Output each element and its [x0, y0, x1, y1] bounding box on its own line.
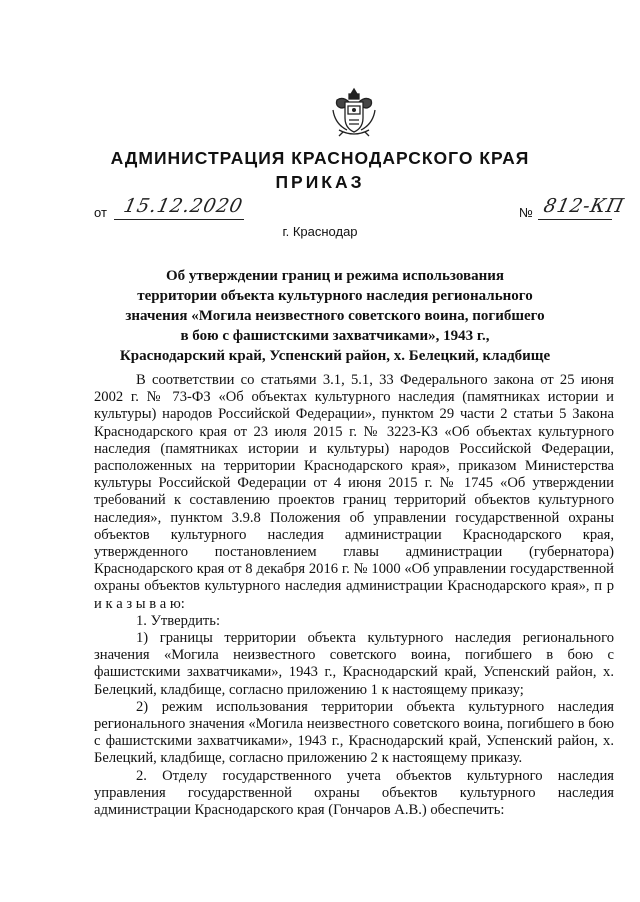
title-line: Об утверждении границ и режима использования	[166, 268, 504, 284]
clause-paragraph: 1. Утвердить:	[136, 612, 221, 629]
preamble-paragraph: В соответствии со статьями 3.1, 5.1, 33 Федерального закона от 25 июня 2002 г. № 73-ФЗ «Об объектах культурного наследия (памятниках истории и культуры) народов Российской Федерации», пунктом 29 части 2 статьи 5 Закона Краснодарского края от 23 июля 2015 г. № 3223-КЗ «Об объектах культурного наследия (памятниках истории и культуры) народов Российской Федерации, расположенных на территории Краснодарского края», приказом Министерства культуры Российской Федерации от 4 июня 2015 г. № 1745 «Об утверждении требований к составлению проектов границ территорий объектов культурного наследия», пунктом 3.9.8 Положения об управлении государственной охраны объектов культурного наследия администрации Краснодарского края, утвержденного постановлением главы администрации (губернатора) Краснодарского края от 8 декабря 2016 г. № 1000 «Об управлении государственной охраны объектов культурного наследия администрации Краснодарского края», п р и к а з ы в а ю:	[94, 372, 614, 612]
document-body	[94, 372, 614, 819]
krasnodar-coat-of-arms-icon	[329, 86, 379, 138]
title-line: в бою с фашистскими захватчиками», 1943 г.,	[180, 328, 490, 344]
title-line: территории объекта культурного наследия регионального	[137, 288, 533, 304]
clause-paragraph: 2) режим использования территории объекта культурного наследия регионального значения «Могила неизвестного советского воина, погибшего в бою с фашистскими захватчиками», 1943 г., Краснодарский край, Успенский район, х. Белецкий, кладбище, согласно приложению 2 к настоящему приказу.	[94, 698, 614, 767]
number-field	[538, 195, 627, 220]
date-field	[114, 195, 244, 220]
number-prefix: №	[519, 205, 533, 220]
date-prefix: от	[94, 205, 107, 220]
document-title	[100, 266, 570, 366]
clause-paragraph: 1) границы территории объекта культурного наследия регионального значения «Могила неизвестного советского воина, погибшего в бою с фашистскими захватчиками», 1943 г., Краснодарский край, Успенский район, х. Белецкий, кладбище, согласно приложению 1 к настоящему приказу;	[94, 630, 614, 698]
document-type: ПРИКАЗ	[275, 172, 365, 192]
city: г. Краснодар	[282, 224, 358, 239]
handwritten-date: 15.12.2020	[121, 195, 246, 217]
title-line: Краснодарский край, Успенский район, х. Белецкий, кладбище	[119, 348, 551, 364]
clause-paragraph: 2. Отделу государственного учета объектов культурного наследия управления государственной охраны объектов культурного наследия администрации Краснодарского края (Гончаров А.В.) обеспечить:	[94, 767, 614, 819]
title-line: значения «Могила неизвестного советского воина, погибшего	[125, 308, 545, 324]
handwritten-number: 812-КП	[541, 195, 627, 217]
organization-name: АДМИНИСТРАЦИЯ КРАСНОДАРСКОГО КРАЯ	[110, 148, 530, 168]
